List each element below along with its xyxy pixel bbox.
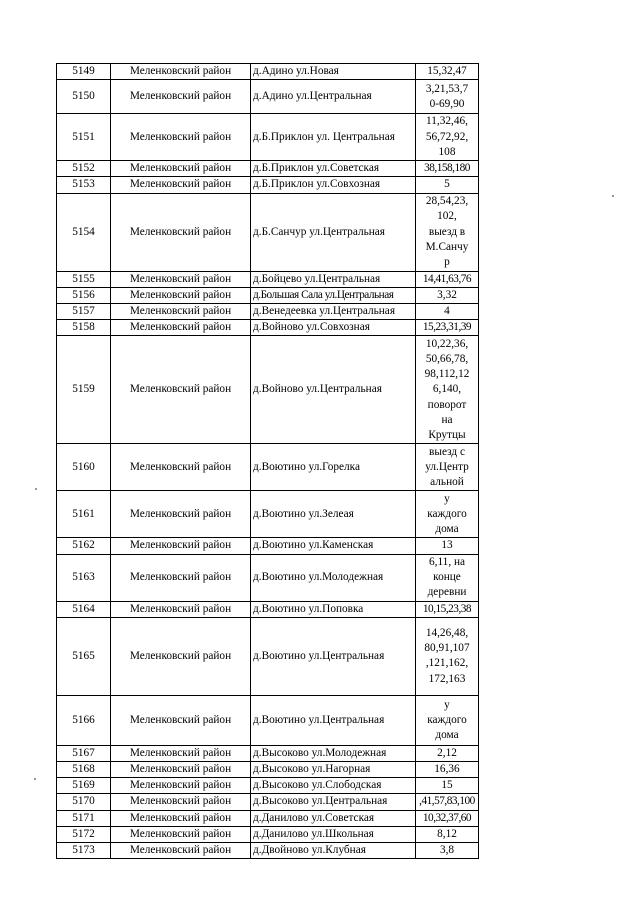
district-cell: Меленковский район bbox=[111, 762, 251, 778]
houses-cell: 28,54,23, 102, выезд в М.Санчу р bbox=[416, 193, 479, 271]
row-number: 5155 bbox=[57, 271, 111, 287]
table-row bbox=[57, 601, 479, 617]
table-row bbox=[57, 695, 479, 745]
row-number: 5157 bbox=[57, 304, 111, 320]
houses-cell: 16,36 bbox=[416, 762, 479, 778]
district-cell: Меленковский район bbox=[111, 336, 251, 444]
district-cell: Меленковский район bbox=[111, 826, 251, 842]
houses-cell: 10,15,23,38 bbox=[416, 601, 479, 617]
row-number: 5152 bbox=[57, 161, 111, 177]
district-cell: Меленковский район bbox=[111, 271, 251, 287]
table-row bbox=[57, 177, 479, 193]
address-table bbox=[56, 63, 479, 859]
row-number: 5150 bbox=[57, 80, 111, 114]
district-cell: Меленковский район bbox=[111, 161, 251, 177]
houses-cell: ,41,57,83,100 bbox=[416, 794, 479, 810]
address-cell: д.Войново ул.Совхозная bbox=[251, 320, 416, 336]
houses-cell: 13 bbox=[416, 538, 479, 554]
row-number: 5164 bbox=[57, 601, 111, 617]
district-cell: Меленковский район bbox=[111, 491, 251, 538]
houses-cell: 10,32,37,60 bbox=[416, 810, 479, 826]
table-row bbox=[57, 304, 479, 320]
houses-cell: 5 bbox=[416, 177, 479, 193]
table-row bbox=[57, 491, 479, 538]
table-row bbox=[57, 80, 479, 114]
address-cell: д.Б.Приклон ул. Центральная bbox=[251, 114, 416, 161]
table-body bbox=[57, 64, 479, 859]
houses-cell: 3,8 bbox=[416, 843, 479, 859]
houses-cell: 4 bbox=[416, 304, 479, 320]
row-number: 5172 bbox=[57, 826, 111, 842]
table-row bbox=[57, 745, 479, 761]
table-row bbox=[57, 778, 479, 794]
scan-speck bbox=[612, 195, 614, 197]
row-number: 5170 bbox=[57, 794, 111, 810]
row-number: 5173 bbox=[57, 843, 111, 859]
row-number: 5161 bbox=[57, 491, 111, 538]
table-row bbox=[57, 810, 479, 826]
address-cell: д.Двойново ул.Клубная bbox=[251, 843, 416, 859]
houses-cell: 15 bbox=[416, 778, 479, 794]
row-number: 5151 bbox=[57, 114, 111, 161]
district-cell: Меленковский район bbox=[111, 80, 251, 114]
row-number: 5160 bbox=[57, 444, 111, 491]
address-cell: д.Воютино ул.Молодежная bbox=[251, 554, 416, 601]
row-number: 5169 bbox=[57, 778, 111, 794]
row-number: 5167 bbox=[57, 745, 111, 761]
district-cell: Меленковский район bbox=[111, 177, 251, 193]
row-number: 5153 bbox=[57, 177, 111, 193]
district-cell: Меленковский район bbox=[111, 810, 251, 826]
houses-cell: 38,158,180 bbox=[416, 161, 479, 177]
address-cell: д.Адино ул.Новая bbox=[251, 64, 416, 80]
houses-cell: выезд с ул.Центр альной bbox=[416, 444, 479, 491]
houses-cell: у каждого дома bbox=[416, 491, 479, 538]
address-cell: д.Бойцево ул.Центральная bbox=[251, 271, 416, 287]
houses-cell: 10,22,36, 50,66,78, 98,112,12 6,140, поворот на Крутцы bbox=[416, 336, 479, 444]
address-cell: д.Данилово ул.Советская bbox=[251, 810, 416, 826]
address-cell: д.Воютино ул.Каменская bbox=[251, 538, 416, 554]
row-number: 5156 bbox=[57, 287, 111, 303]
district-cell: Меленковский район bbox=[111, 794, 251, 810]
table-row bbox=[57, 826, 479, 842]
address-cell: д.Адино ул.Центральная bbox=[251, 80, 416, 114]
district-cell: Меленковский район bbox=[111, 64, 251, 80]
address-cell: д.Высоково ул.Молодежная bbox=[251, 745, 416, 761]
row-number: 5154 bbox=[57, 193, 111, 271]
houses-cell: 3,21,53,7 0-69,90 bbox=[416, 80, 479, 114]
scan-speck bbox=[34, 778, 36, 780]
table-row bbox=[57, 64, 479, 80]
table-row bbox=[57, 538, 479, 554]
table-row bbox=[57, 193, 479, 271]
address-cell: д.Венедеевка ул.Центральная bbox=[251, 304, 416, 320]
scan-speck bbox=[35, 488, 37, 490]
houses-cell: 14,41,63,76 bbox=[416, 271, 479, 287]
address-cell: д.Войново ул.Центральная bbox=[251, 336, 416, 444]
table-row bbox=[57, 287, 479, 303]
district-cell: Меленковский район bbox=[111, 304, 251, 320]
district-cell: Меленковский район bbox=[111, 320, 251, 336]
houses-cell: 8,12 bbox=[416, 826, 479, 842]
address-cell: д.Воютино ул.Горелка bbox=[251, 444, 416, 491]
address-cell: д.Воютино ул.Центральная bbox=[251, 617, 416, 695]
row-number: 5168 bbox=[57, 762, 111, 778]
address-cell: д.Большая Сала ул.Центральная bbox=[251, 287, 416, 303]
table-row bbox=[57, 843, 479, 859]
table-row bbox=[57, 161, 479, 177]
district-cell: Меленковский район bbox=[111, 778, 251, 794]
houses-cell: 2,12 bbox=[416, 745, 479, 761]
row-number: 5171 bbox=[57, 810, 111, 826]
district-cell: Меленковский район bbox=[111, 538, 251, 554]
row-number: 5162 bbox=[57, 538, 111, 554]
row-number: 5163 bbox=[57, 554, 111, 601]
address-cell: д.Воютино ул.Центральная bbox=[251, 695, 416, 745]
row-number: 5149 bbox=[57, 64, 111, 80]
address-cell: д.Воютино ул.Зелеая bbox=[251, 491, 416, 538]
district-cell: Меленковский район bbox=[111, 554, 251, 601]
address-cell: д.Высоково ул.Центральная bbox=[251, 794, 416, 810]
address-cell: д.Высоково ул.Слободская bbox=[251, 778, 416, 794]
district-cell: Меленковский район bbox=[111, 287, 251, 303]
table-row bbox=[57, 271, 479, 287]
row-number: 5165 bbox=[57, 617, 111, 695]
district-cell: Меленковский район bbox=[111, 617, 251, 695]
table-row bbox=[57, 554, 479, 601]
district-cell: Меленковский район bbox=[111, 695, 251, 745]
address-cell: д.Б.Санчур ул.Центральная bbox=[251, 193, 416, 271]
district-cell: Меленковский район bbox=[111, 193, 251, 271]
address-cell: д.Данилово ул.Школьная bbox=[251, 826, 416, 842]
table-row bbox=[57, 336, 479, 444]
houses-cell: 6,11, на конце деревни bbox=[416, 554, 479, 601]
district-cell: Меленковский район bbox=[111, 114, 251, 161]
district-cell: Меленковский район bbox=[111, 745, 251, 761]
district-cell: Меленковский район bbox=[111, 843, 251, 859]
address-cell: д.Б.Приклон ул.Советская bbox=[251, 161, 416, 177]
table-row bbox=[57, 617, 479, 695]
address-cell: д.Б.Приклон ул.Совхозная bbox=[251, 177, 416, 193]
table-row bbox=[57, 794, 479, 810]
row-number: 5159 bbox=[57, 336, 111, 444]
houses-cell: у каждого дома bbox=[416, 695, 479, 745]
row-number: 5166 bbox=[57, 695, 111, 745]
row-number: 5158 bbox=[57, 320, 111, 336]
address-cell: д.Воютино ул.Поповка bbox=[251, 601, 416, 617]
houses-cell: 14,26,48, 80,91,107 ,121,162, 172,163 bbox=[416, 617, 479, 695]
table-row bbox=[57, 762, 479, 778]
houses-cell: 11,32,46, 56,72,92, 108 bbox=[416, 114, 479, 161]
district-cell: Меленковский район bbox=[111, 601, 251, 617]
houses-cell: 15,32,47 bbox=[416, 64, 479, 80]
table-row bbox=[57, 320, 479, 336]
table-row bbox=[57, 114, 479, 161]
district-cell: Меленковский район bbox=[111, 444, 251, 491]
table-row bbox=[57, 444, 479, 491]
houses-cell: 3,32 bbox=[416, 287, 479, 303]
address-cell: д.Высоково ул.Нагорная bbox=[251, 762, 416, 778]
houses-cell: 15,23,31,39 bbox=[416, 320, 479, 336]
